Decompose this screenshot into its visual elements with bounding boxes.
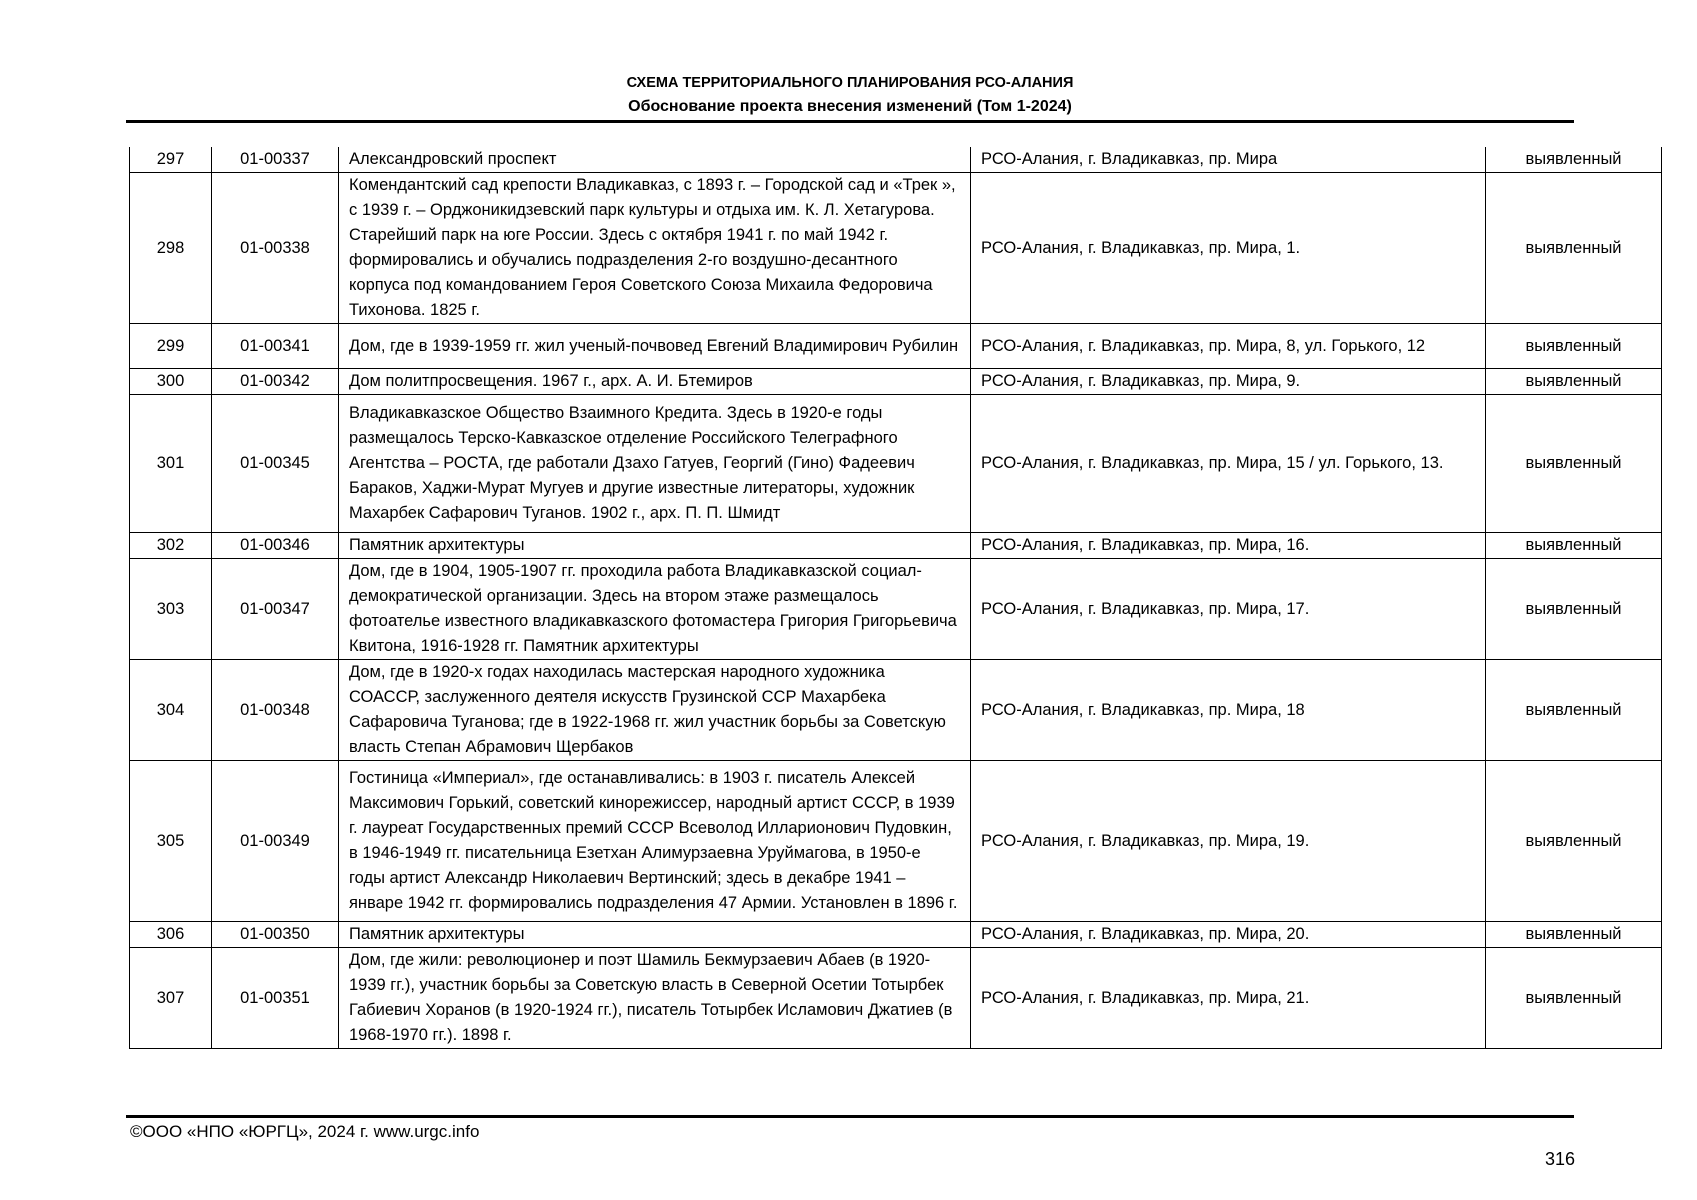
document-header (126, 72, 1574, 118)
table-row (130, 147, 1662, 173)
cell-registry-code: 01-00351 (212, 948, 339, 1049)
cell-registry-code: 01-00342 (212, 369, 339, 395)
table-row (130, 533, 1662, 559)
cell-registry-code: 01-00346 (212, 533, 339, 559)
cell-number: 299 (130, 324, 212, 369)
cell-number: 302 (130, 533, 212, 559)
cell-registry-code: 01-00345 (212, 395, 339, 533)
cell-object-name: Комендантский сад крепости Владикавказ, с 1893 г. – Городской сад и «Трек », с 1939 г. – Орджоникидзевский парк культуры и отдыха им. К. Л. Хетагурова. Старейший парк на юге России. Здесь с октября 1941 г. по май 1942 г. формировались и обучались подразделения 2-го воздушно-десантного корпуса под командованием Героя Советского Союза Михаила Федоровича Тихонова. 1825 г. (339, 173, 971, 324)
cell-number: 297 (130, 147, 212, 173)
cell-object-name: Владикавказское Общество Взаимного Кредита. Здесь в 1920-е годы размещалось Терско-Кавказское отделение Российского Телеграфного Агентства – РОСТА, где работали Дзахо Гатуев, Георгий (Гино) Фадеевич Бараков, Хаджи-Мурат Мугуев и другие известные литераторы, художник Махарбек Сафарович Туганов. 1902 г., арх. П. П. Шмидт (339, 395, 971, 533)
cell-number: 298 (130, 173, 212, 324)
cell-status: выявленный (1486, 147, 1662, 173)
table-row (130, 922, 1662, 948)
cell-registry-code: 01-00348 (212, 660, 339, 761)
table-row (130, 369, 1662, 395)
cell-object-name: Дом, где жили: революционер и поэт Шамиль Бекмурзаевич Абаев (в 1920-1939 гг.), участник борьбы за Советскую власть в Северной Осетии Тотырбек Габиевич Хоранов (в 1920-1924 гг.), писатель Тотырбек Исламович Джатиев (в 1968-1970 гг.). 1898 г. (339, 948, 971, 1049)
cell-registry-code: 01-00338 (212, 173, 339, 324)
cell-address: РСО-Алания, г. Владикавказ, пр. Мира, 9. (971, 369, 1486, 395)
cell-object-name: Дом, где в 1939-1959 гг. жил ученый-почвовед Евгений Владимирович Рубилин (339, 324, 971, 369)
table-row (130, 948, 1662, 1049)
cell-registry-code: 01-00337 (212, 147, 339, 173)
table-row (130, 173, 1662, 324)
cell-registry-code: 01-00349 (212, 761, 339, 922)
footer-copyright: ©ООО «НПО «ЮРГЦ», 2024 г. www.urgc.info (130, 1122, 480, 1141)
table-row (130, 395, 1662, 533)
cell-number: 307 (130, 948, 212, 1049)
document-subtitle: Обоснование проекта внесения изменений (Том 1-2024) (628, 98, 1072, 115)
header-rule (126, 120, 1574, 123)
table-row (130, 761, 1662, 922)
cell-object-name: Дом политпросвещения. 1967 г., арх. А. И. Бтемиров (339, 369, 971, 395)
table-body (130, 147, 1662, 1049)
cell-address: РСО-Алания, г. Владикавказ, пр. Мира, 21. (971, 948, 1486, 1049)
cell-status: выявленный (1486, 761, 1662, 922)
cell-address: РСО-Алания, г. Владикавказ, пр. Мира, 19. (971, 761, 1486, 922)
cell-status: выявленный (1486, 948, 1662, 1049)
cell-address: РСО-Алания, г. Владикавказ, пр. Мира, 8, ул. Горького, 12 (971, 324, 1486, 369)
table-row (130, 660, 1662, 761)
cell-status: выявленный (1486, 395, 1662, 533)
heritage-registry-table (129, 147, 1662, 1049)
cell-address: РСО-Алания, г. Владикавказ, пр. Мира (971, 147, 1486, 173)
footer-rule (126, 1115, 1574, 1118)
cell-status: выявленный (1486, 559, 1662, 660)
cell-registry-code: 01-00341 (212, 324, 339, 369)
cell-number: 303 (130, 559, 212, 660)
cell-number: 306 (130, 922, 212, 948)
cell-number: 301 (130, 395, 212, 533)
cell-address: РСО-Алания, г. Владикавказ, пр. Мира, 20. (971, 922, 1486, 948)
cell-object-name: Гостиница «Империал», где останавливались: в 1903 г. писатель Алексей Максимович Горький, советский кинорежиссер, народный артист СССР, в 1939 г. лауреат Государственных премий СССР Всеволод Илларионович Пудовкин, в 1946-1949 гг. писательница Езетхан Алимурзаевна Уруймагова, в 1950-е годы артист Александр Николаевич Вертинский; здесь в декабре 1941 – январе 1942 гг. формировались подразделения 47 Армии. Установлен в 1896 г. (339, 761, 971, 922)
cell-status: выявленный (1486, 660, 1662, 761)
cell-status: выявленный (1486, 922, 1662, 948)
cell-address: РСО-Алания, г. Владикавказ, пр. Мира, 16. (971, 533, 1486, 559)
cell-object-name: Памятник архитектуры (339, 533, 971, 559)
cell-status: выявленный (1486, 324, 1662, 369)
page-number: 316 (1544, 1149, 1575, 1169)
table-row (130, 324, 1662, 369)
cell-number: 304 (130, 660, 212, 761)
cell-object-name: Дом, где в 1904, 1905-1907 гг. проходила работа Владикавказской социал-демократической организации. Здесь на втором этаже размещалось фотоателье известного владикавказского фотомастера Григория Григорьевича Квитона, 1916-1928 гг. Памятник архитектуры (339, 559, 971, 660)
cell-status: выявленный (1486, 533, 1662, 559)
cell-object-name: Александровский проспект (339, 147, 971, 173)
table-row (130, 559, 1662, 660)
cell-address: РСО-Алания, г. Владикавказ, пр. Мира, 18 (971, 660, 1486, 761)
cell-address: РСО-Алания, г. Владикавказ, пр. Мира, 15 / ул. Горького, 13. (971, 395, 1486, 533)
cell-status: выявленный (1486, 173, 1662, 324)
document-title: СХЕМА ТЕРРИТОРИАЛЬНОГО ПЛАНИРОВАНИЯ РСО-АЛАНИЯ (626, 75, 1074, 91)
cell-address: РСО-Алания, г. Владикавказ, пр. Мира, 17. (971, 559, 1486, 660)
cell-number: 305 (130, 761, 212, 922)
cell-number: 300 (130, 369, 212, 395)
cell-address: РСО-Алания, г. Владикавказ, пр. Мира, 1. (971, 173, 1486, 324)
cell-object-name: Дом, где в 1920-х годах находилась мастерская народного художника СОАССР, заслуженного деятеля искусств Грузинской ССР Махарбека Сафаровича Туганова; где в 1922-1968 гг. жил участник борьбы за Советскую власть Степан Абрамович Щербаков (339, 660, 971, 761)
cell-status: выявленный (1486, 369, 1662, 395)
cell-object-name: Памятник архитектуры (339, 922, 971, 948)
cell-registry-code: 01-00350 (212, 922, 339, 948)
cell-registry-code: 01-00347 (212, 559, 339, 660)
